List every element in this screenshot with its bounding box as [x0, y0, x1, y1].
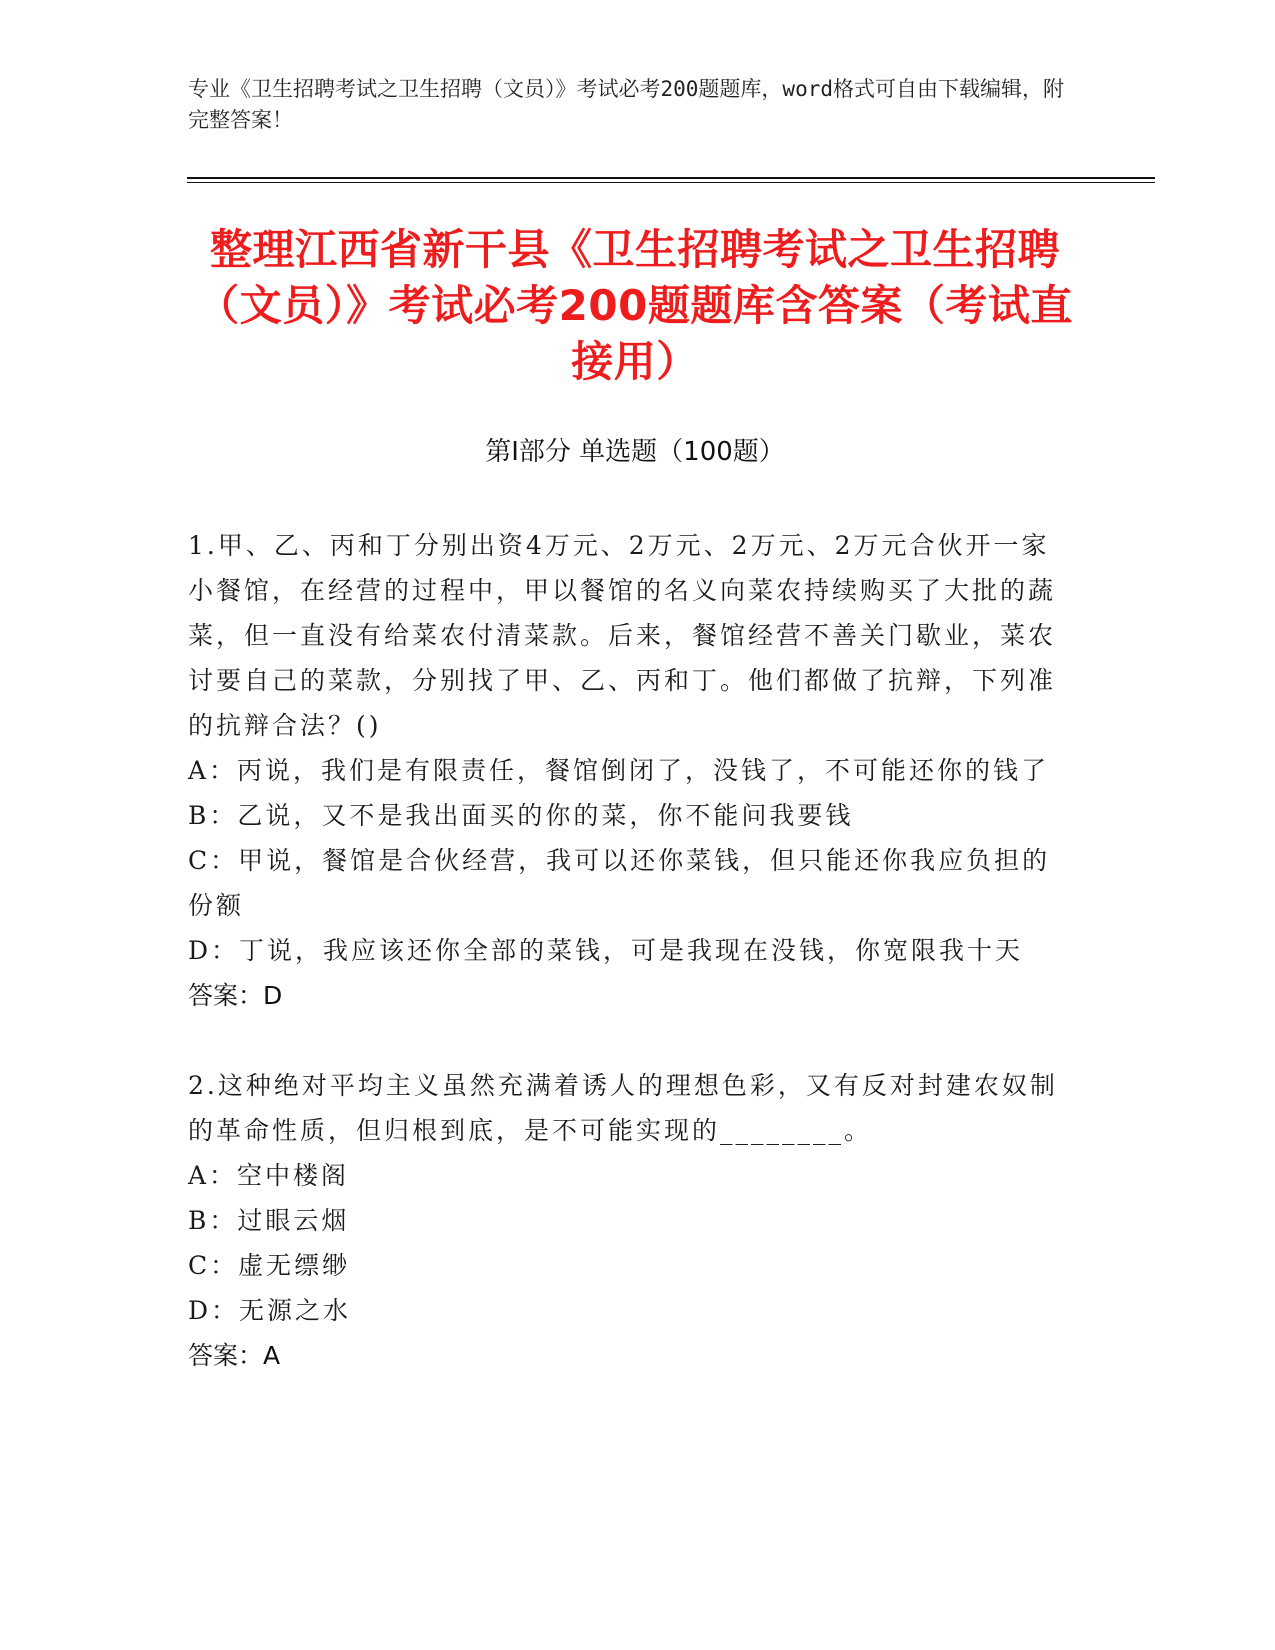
option-c: C：虚无缥缈	[188, 1251, 351, 1280]
answer: 答案：D	[188, 981, 283, 1010]
section-title: 第I部分 单选题（100题）	[485, 437, 785, 467]
option-d: D：丁说，我应该还你全部的菜钱，可是我现在没钱，你宽限我十天	[188, 936, 1024, 965]
option-a: A：空中楼阁	[188, 1161, 350, 1190]
question-2	[188, 1063, 1068, 1378]
answer: 答案：A	[188, 1341, 281, 1370]
option-b: B：过眼云烟	[188, 1206, 350, 1235]
question-spacer	[188, 1018, 1068, 1063]
question-stem: 2.这种绝对平均主义虽然充满着诱人的理想色彩，又有反对封建农奴制的革命性质，但归根到底，是不可能实现的________。	[188, 1071, 1058, 1145]
question-1	[188, 523, 1068, 1018]
document-title: 整理江西省新干县《卫生招聘考试之卫生招聘（文员）》考试必考200题题库含答案（考试直接用）	[197, 225, 1073, 386]
header-rule-thin	[187, 182, 1155, 183]
question-list	[188, 523, 1068, 1378]
header-rule-thick	[187, 177, 1155, 179]
header-note: 专业《卫生招聘考试之卫生招聘（文员）》考试必考200题题库，word格式可自由下载编辑，附完整答案！	[188, 77, 1064, 132]
option-a: A：丙说，我们是有限责任，餐馆倒闭了，没钱了，不可能还你的钱了	[188, 756, 1050, 785]
option-b: B：乙说，又不是我出面买的你的菜，你不能问我要钱	[188, 801, 854, 830]
option-d: D：无源之水	[188, 1296, 352, 1325]
option-c: C：甲说，餐馆是合伙经营，我可以还你菜钱，但只能还你我应负担的份额	[188, 846, 1051, 920]
question-stem: 1.甲、乙、丙和丁分别出资4万元、2万元、2万元、2万元合伙开一家小餐馆，在经营的过程中，甲以餐馆的名义向菜农持续购买了大批的蔬菜，但一直没有给菜农付清菜款。后来，餐馆经营不善关门歇业，菜农讨要自己的菜款，分别找了甲、乙、丙和丁。他们都做了抗辩，下列准的抗辩合法？()	[188, 531, 1057, 740]
